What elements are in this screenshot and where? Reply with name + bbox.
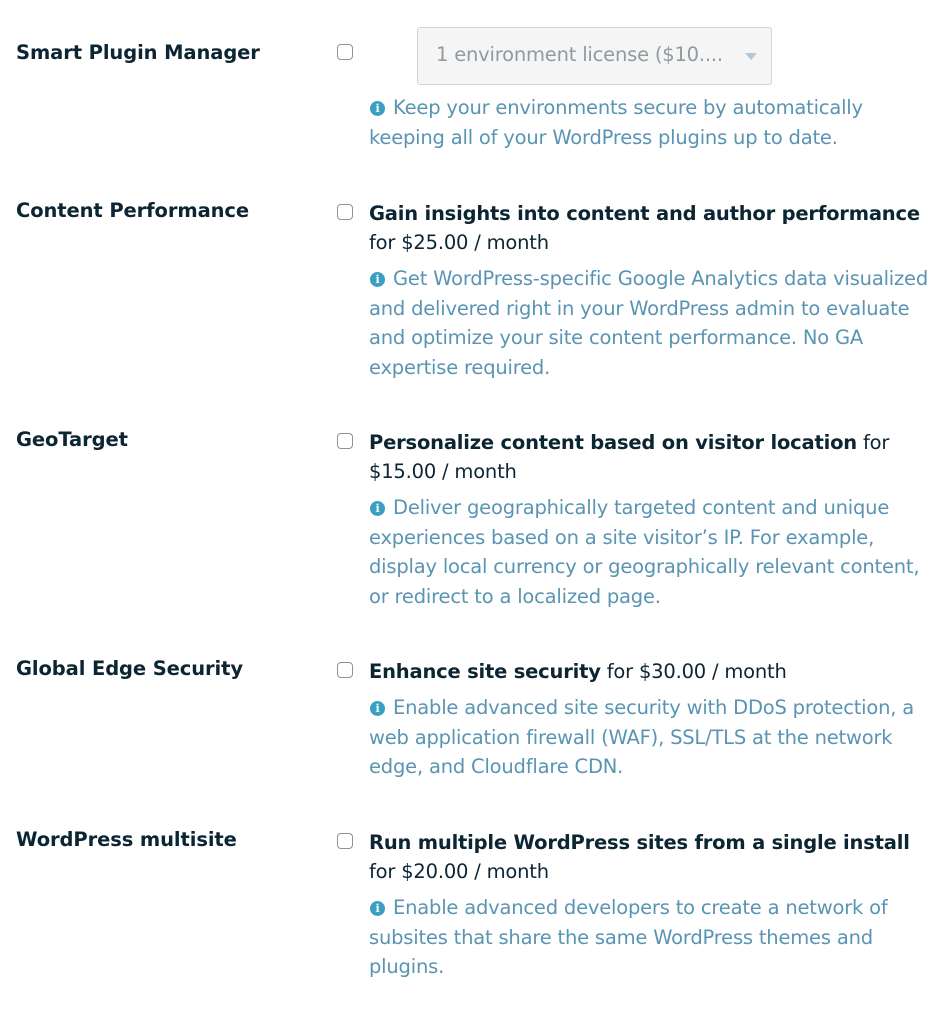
addon-checkbox[interactable]	[337, 662, 353, 678]
addon-name: GeoTarget	[16, 428, 128, 451]
addon-price: for $25.00 / month	[369, 231, 549, 254]
addon-title-strong: Run multiple WordPress sites from a single install	[369, 831, 910, 854]
info-icon: i	[370, 272, 385, 287]
info-icon: i	[370, 701, 385, 716]
addon-title	[369, 428, 941, 486]
addon-detail	[369, 828, 941, 982]
license-select-value: 1 environment license ($10....	[436, 43, 723, 66]
info-icon: i	[370, 501, 385, 516]
addon-title	[369, 828, 941, 886]
addon-checkbox[interactable]	[337, 204, 353, 220]
addon-price: for $15.00 / month	[369, 431, 890, 483]
addon-name: WordPress multisite	[16, 828, 237, 851]
addon-title-strong: Personalize content based on visitor location	[369, 431, 857, 454]
addon-help	[369, 893, 941, 982]
addon-detail	[369, 199, 941, 382]
addon-help	[369, 493, 941, 611]
addon-detail	[369, 93, 941, 152]
addon-title-strong: Gain insights into content and author performance	[369, 202, 920, 225]
addon-checkbox[interactable]	[337, 433, 353, 449]
addon-description: Deliver geographically targeted content and unique experiences based on a site visitor’s IP. For example, display local currency or geographically relevant content, or redirect to a localized page.	[369, 496, 920, 608]
addon-description: Get WordPress-specific Google Analytics data visualized and delivered right in your WordPress admin to evaluate and optimize your site content performance. No GA expertise required.	[369, 267, 929, 379]
addon-description: Keep your environments secure by automatically keeping all of your WordPress plugins up to date.	[369, 96, 863, 149]
addon-title	[369, 199, 941, 257]
info-icon: i	[370, 101, 385, 116]
addon-description: Enable advanced developers to create a network of subsites that share the same WordPress themes and plugins.	[369, 896, 888, 978]
addon-price: for $30.00 / month	[606, 660, 787, 683]
addon-help	[369, 693, 941, 782]
addon-help	[369, 93, 941, 152]
info-icon: i	[370, 901, 385, 916]
addon-title-strong: Enhance site security	[369, 660, 601, 683]
addon-title	[369, 657, 941, 686]
addon-help	[369, 264, 941, 382]
addon-price: for $20.00 / month	[369, 860, 549, 883]
addon-checkbox[interactable]	[337, 833, 353, 849]
addon-name: Content Performance	[16, 199, 250, 222]
addon-checkbox[interactable]	[337, 44, 353, 60]
addon-name: Global Edge Security	[16, 657, 243, 680]
addon-name: Smart Plugin Manager	[16, 41, 260, 64]
license-select[interactable]	[417, 27, 772, 85]
addon-description: Enable advanced site security with DDoS protection, a web application firewall (WAF), SSL/TLS at the network edge, and Cloudflare CDN.	[369, 696, 915, 778]
caret-down-icon	[745, 53, 757, 60]
addon-detail	[369, 428, 941, 611]
addon-detail	[369, 657, 941, 782]
